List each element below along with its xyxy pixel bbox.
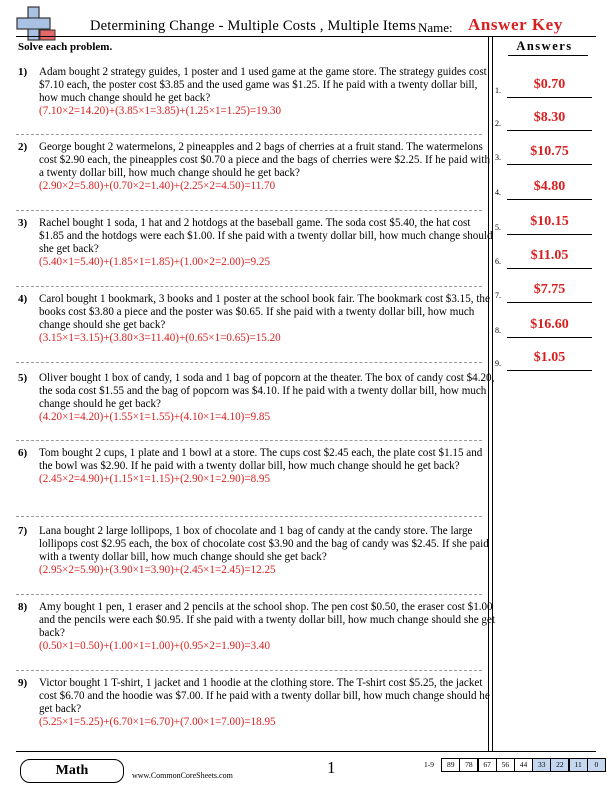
- problem-number: 5): [18, 372, 28, 384]
- header-divider: [16, 36, 596, 37]
- score-cell: 22: [550, 758, 569, 772]
- score-range-label: 1-9: [424, 760, 434, 769]
- answer-number: 4.: [495, 188, 501, 197]
- answer-line: [507, 337, 592, 338]
- score-table: [442, 758, 606, 772]
- problem-number: 4): [18, 293, 28, 305]
- problem-divider: [16, 362, 482, 363]
- problem-number: 8): [18, 601, 28, 613]
- answer-number: 8.: [495, 326, 501, 335]
- problem-text: Adam bought 2 strategy guides, 1 poster and 1 used game at the game store. The strategy guides cost $7.10 each, the poster cost $3.85 and the used game was $1.25. If he paid with a twenty dollar bill, how much change should he get back?: [39, 66, 487, 105]
- answer-value: $7.75: [533, 282, 566, 297]
- problem-text: Lana bought 2 large lollipops, 1 box of chocolate and 1 bag of candy at the candy store. The large lollipops cost $2.95 each, the box of chocolate cost $3.90 and the bag of candy was $2.45. If she paid with a twenty dollar bill, how much change should she get back?: [39, 525, 489, 564]
- answer-line: [507, 370, 592, 371]
- score-cell: 33: [532, 758, 551, 772]
- answer-line: [507, 130, 592, 131]
- score-cell: 0: [587, 758, 606, 772]
- answer-value: $4.80: [533, 179, 566, 194]
- problem-text-block: [39, 525, 497, 577]
- answer-value: $8.30: [533, 110, 566, 125]
- problem-work: (3.15×1=3.15)+(3.80×3=11.40)+(0.65×1=0.65)=15.20: [39, 332, 281, 345]
- problem-text: Rachel bought 1 soda, 1 hat and 2 hotdogs at the baseball game. The soda cost $5.40, the hat cost $1.85 and the hotdogs were each $1.00. If she paid with a twenty dollar bill, how much change should she get back?: [39, 217, 493, 256]
- answer-line: [507, 97, 592, 98]
- answer-line: [507, 234, 592, 235]
- problem-divider: [16, 210, 482, 211]
- problem-number: 3): [18, 217, 28, 229]
- problem-divider: [16, 134, 482, 135]
- problem-number: 6): [18, 447, 28, 459]
- answer-value: $10.15: [530, 214, 569, 229]
- problem-text: Tom bought 2 cups, 1 plate and 1 bowl at a store. The cups cost $2.45 each, the plate cost $1.15 and the bowl was $2.90. If he paid with a twenty dollar bill, how much change should he get back?: [39, 447, 483, 473]
- problem-divider: [16, 440, 482, 441]
- problem-text: Carol bought 1 bookmark, 3 books and 1 poster at the school book fair. The bookmark cost $3.15, the books cost $3.80 a piece and the poster was $0.65. If she paid with a twenty dollar bill, how much change should she get back?: [39, 293, 490, 332]
- answer-row-5: [495, 215, 595, 235]
- page-number: 1: [327, 758, 336, 777]
- answer-line: [507, 268, 592, 269]
- footer-divider: [16, 751, 596, 752]
- answer-row-8: [495, 318, 595, 338]
- answer-line: [507, 164, 592, 165]
- plus-cross-logo-icon: [16, 6, 56, 46]
- problem-text-block: [39, 677, 497, 729]
- answer-value: $1.05: [533, 350, 566, 365]
- answer-row-7: [495, 283, 595, 303]
- answer-number: 5.: [495, 223, 501, 232]
- answer-value: $10.75: [530, 144, 569, 159]
- answer-number: 2.: [495, 119, 501, 128]
- answer-number: 1.: [495, 86, 501, 95]
- answer-row-9: [495, 351, 595, 371]
- answer-number: 6.: [495, 257, 501, 266]
- problem-text-block: [39, 217, 497, 269]
- problem-divider: [16, 516, 482, 517]
- problem-number: 2): [18, 141, 28, 153]
- answer-row-3: [495, 145, 595, 165]
- problem-work: (5.25×1=5.25)+(6.70×1=6.70)+(7.00×1=7.00)=18.95: [39, 716, 276, 729]
- instructions: Solve each problem.: [18, 41, 113, 53]
- score-cell: 78: [459, 758, 478, 772]
- answer-line: [507, 302, 592, 303]
- problem-text: Amy bought 1 pen, 1 eraser and 2 pencils at the school shop. The pen cost $0.50, the eraser cost $1.00 and the pencils were each $0.95. If she paid with a twenty dollar bill, how much change should she get back?: [39, 601, 495, 640]
- problem-text: Victor bought 1 T-shirt, 1 jacket and 1 hoodie at the clothing store. The T-shirt cost $5.25, the jacket cost $6.70 and the hoodie was $7.00. If he paid with a twenty dollar bill, how much change should he get back?: [39, 677, 490, 716]
- score-cell: 44: [514, 758, 533, 772]
- worksheet-title: Determining Change - Multiple Costs , Multiple Items: [90, 18, 417, 34]
- answer-value: $0.70: [533, 77, 566, 92]
- problem-text-block: [39, 66, 497, 118]
- answer-value: $11.05: [530, 248, 569, 263]
- problem-number: 1): [18, 66, 28, 78]
- score-cell: 11: [569, 758, 588, 772]
- name-label: Name:: [418, 20, 453, 35]
- problem-text: Oliver bought 1 box of candy, 1 soda and 1 bag of popcorn at the theater. The box of candy cost $4.20, the soda cost $1.55 and the bag of popcorn was $4.10. If he paid with a twenty dollar bill, how much change should he get back?: [39, 372, 495, 411]
- answer-row-6: [495, 249, 595, 269]
- answer-number: 3.: [495, 153, 501, 162]
- answer-row-2: [495, 111, 595, 131]
- answer-row-4: [495, 180, 595, 200]
- problem-work: (2.90×2=5.80)+(0.70×2=1.40)+(2.25×2=4.50)=11.70: [39, 180, 276, 193]
- problem-text-block: [39, 141, 497, 193]
- problem-work: (4.20×1=4.20)+(1.55×1=1.55)+(4.10×1=4.10)=9.85: [39, 411, 271, 424]
- answers-heading: Answers: [516, 39, 573, 53]
- problem-divider: [16, 594, 482, 595]
- problem-work: (2.45×2=4.90)+(1.15×1=1.15)+(2.90×1=2.90)=8.95: [39, 473, 271, 486]
- answer-number: 9.: [495, 359, 501, 368]
- score-cell: 56: [496, 758, 515, 772]
- problem-text-block: [39, 447, 497, 486]
- problem-work: (5.40×1=5.40)+(1.85×1=1.85)+(1.00×2=2.00)=9.25: [39, 256, 271, 269]
- problem-work: (0.50×1=0.50)+(1.00×1=1.00)+(0.95×2=1.90)=3.40: [39, 640, 271, 653]
- answer-value: $16.60: [530, 317, 569, 332]
- answer-key-label: Answer Key: [468, 15, 563, 34]
- score-cell: 89: [441, 758, 460, 772]
- problem-text: George bought 2 watermelons, 2 pineapples and 2 bags of cherries at a fruit stand. The watermelons cost $2.90 each, the pineapples cost $0.70 a piece and the bags of cherries were $2.25. If he paid with a twenty dollar bill, how much change should he get back?: [39, 141, 490, 180]
- problem-number: 7): [18, 525, 28, 537]
- problem-text-block: [39, 372, 497, 424]
- site-url: www.CommonCoreSheets.com: [132, 771, 233, 780]
- problem-divider: [16, 670, 482, 671]
- answer-number: 7.: [495, 291, 501, 300]
- problem-work: (7.10×2=14.20)+(3.85×1=3.85)+(1.25×1=1.25)=19.30: [39, 105, 282, 118]
- problem-work: (2.95×2=5.90)+(3.90×1=3.90)+(2.45×1=2.45)=12.25: [39, 564, 276, 577]
- problem-divider: [16, 286, 482, 287]
- score-cell: 67: [478, 758, 497, 772]
- answer-line: [507, 199, 592, 200]
- problem-number: 9): [18, 677, 28, 689]
- answers-heading-rule: [508, 55, 588, 56]
- problem-text-block: [39, 601, 497, 653]
- subject-badge: Math: [20, 759, 124, 783]
- problem-text-block: [39, 293, 497, 345]
- answer-row-1: [495, 78, 595, 98]
